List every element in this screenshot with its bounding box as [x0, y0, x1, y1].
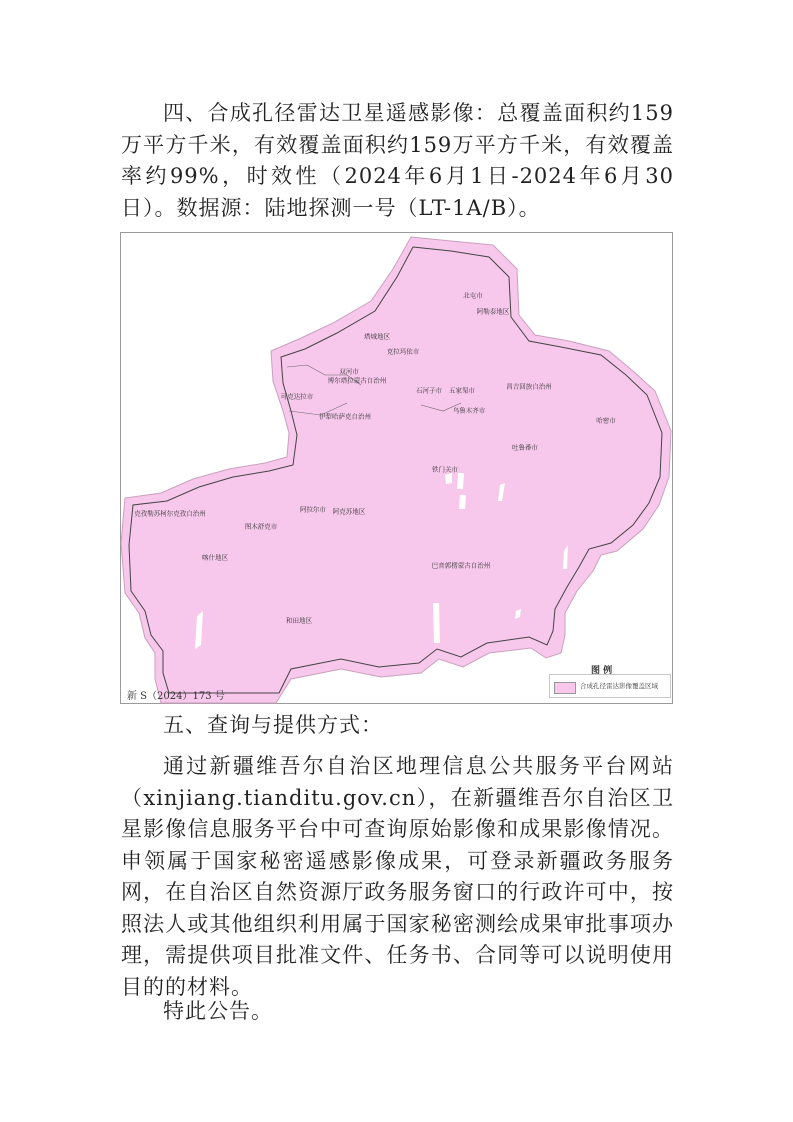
place-label: 可克达拉市 [280, 392, 314, 401]
section4-paragraph: 四、合成孔径雷达卫星遥感影像：总覆盖面积约159万平方千米，有效覆盖面积约159万平方千米，有效覆盖率约99%，时效性（2024年6月1日-2024年6月30日）。数据源：陆地探测一号（LT-1A/B）。 [121, 101, 674, 220]
place-label: 昌吉回族自治州 [506, 382, 552, 391]
place-label: 乌鲁木齐市 [452, 406, 486, 415]
place-label: 阿勒泰地区 [476, 307, 510, 316]
gap-patch [433, 603, 440, 643]
gap-patch [459, 495, 466, 509]
place-label: 阿克苏地区 [332, 507, 366, 516]
place-label: 克孜勒苏柯尔克孜自治州 [134, 509, 206, 518]
place-label: 喀什地区 [202, 553, 228, 562]
legend-title: 图 例 [591, 666, 613, 676]
legend-swatch [554, 682, 576, 694]
place-label: 伊犁哈萨克自治州 [319, 412, 371, 421]
place-label: 石河子市 [416, 386, 442, 395]
gap-patch [457, 473, 464, 489]
coverage-area [121, 237, 671, 703]
section5-heading: 五、查询与提供方式： [163, 713, 383, 737]
coverage-map [120, 232, 673, 704]
place-label: 克拉玛依市 [386, 347, 420, 356]
place-label: 哈密市 [596, 416, 616, 425]
place-label: 和田地区 [286, 616, 312, 625]
place-label: 巴音郭楞蒙古自治州 [431, 561, 491, 570]
place-label: 图木舒克市 [244, 522, 278, 531]
place-label: 铁门关市 [432, 465, 458, 474]
closing-text: 特此公告。 [163, 999, 273, 1023]
xinjiang-map-graphic [121, 233, 674, 705]
place-label: 五家渠市 [449, 386, 475, 395]
map-approval-number: 新 S（2024）173 号 [127, 691, 225, 702]
place-label: 北屯市 [463, 291, 483, 300]
legend-label: 合成孔径雷达影像覆盖区域 [580, 682, 658, 690]
section5-paragraph: 通过新疆维吾尔自治区地理信息公共服务平台网站（xinjiang.tianditu.gov.cn），在新疆维吾尔自治区卫星影像信息服务平台中可查询原始影像和成果影像情况。申领属于国家秘密遥感影像成果，可登录新疆政务服务网，在自治区自然资源厅政务服务窗口的行政许可中，按照法人或其他组织利用属于国家秘密测绘成果审批事项办理，需提供项目批准文件、任务书、合同等可以说明使用目的的材料。 [121, 754, 674, 999]
place-label: 塔城地区 [364, 332, 390, 341]
place-label: 阿拉尔市 [300, 505, 326, 514]
place-label: 博尔塔拉蒙古自治州 [327, 376, 387, 385]
place-label: 双河市 [339, 367, 359, 376]
place-label: 吐鲁番市 [512, 443, 538, 452]
